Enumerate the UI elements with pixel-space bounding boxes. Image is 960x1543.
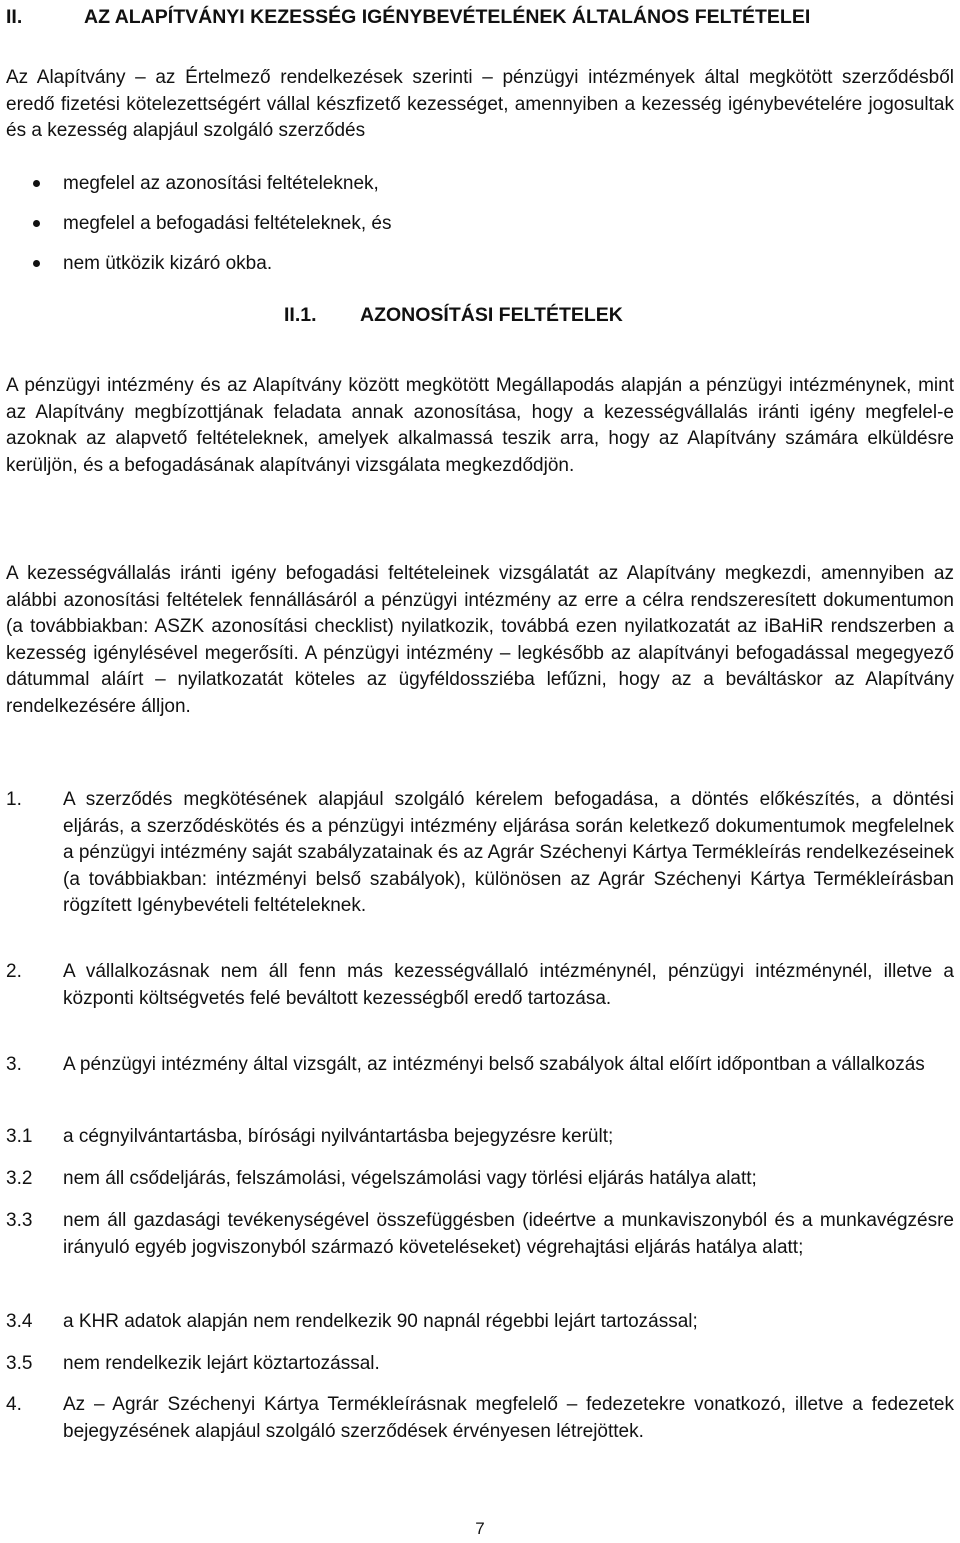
item-text: A vállalkozásnak nem áll fenn más kezességvállaló intézménynél, pénzügyi intézménynél, illetve a központi költségvetés felé beváltott kezességből eredő tartozása. [63, 961, 954, 1009]
list-item: megfelel a befogadási feltételeknek, és [6, 211, 954, 251]
bullet-icon [33, 180, 40, 187]
paragraph-1: A pénzügyi intézmény és az Alapítvány között megkötött Megállapodás alapján a pénzügyi intézménynek, mint az Alapítvány megbízottjának feladata annak azonosítása, hogy a kezességvállalás iránti igény megfelel-e azoknak az alapvető feltételeknek, amelyek alkalmassá teszik arra, hogy az Alapítvány számára elküldésre kerüljön, és a befogadásának alapítványi vizsgálata megkezdődjön. [6, 375, 954, 476]
bullet-list [6, 171, 954, 291]
list-item: megfelel az azonosítási feltételeknek, [6, 171, 954, 211]
numbered-item-1 [6, 787, 954, 920]
item-number: 3.3 [6, 1210, 33, 1231]
subsection-heading [284, 302, 623, 329]
numbered-item-3-1 [6, 1124, 954, 1151]
numbered-item-3-4 [6, 1309, 954, 1336]
item-number: 3.5 [6, 1353, 33, 1374]
item-number: 3.4 [6, 1311, 33, 1332]
item-number: 2. [6, 961, 22, 982]
item-text: a KHR adatok alapján nem rendelkezik 90 napnál régebbi lejárt tartozással; [63, 1311, 698, 1332]
item-number: 1. [6, 789, 22, 810]
item-text: nem áll csődeljárás, felszámolási, végelszámolási vagy törlési eljárás hatálya alatt; [63, 1168, 757, 1189]
section-number: II. [6, 6, 23, 28]
item-number: 3. [6, 1054, 22, 1075]
numbered-item-3-2 [6, 1166, 954, 1193]
item-number: 3.1 [6, 1126, 33, 1147]
page-number: 7 [475, 1519, 485, 1538]
numbered-item-3-5 [6, 1351, 954, 1378]
item-text: A szerződés megkötésének alapjául szolgáló kérelem befogadása, a döntés előkészítés, a döntési eljárás, a szerződéskötés és a pénzügyi intézmény eljárása során keletkező dokumentumok megfelelnek a pénzügyi intézmény saját szabályzatainak és az Agrár Széchenyi Kártya Termékleírás rendelkezéseinek (a továbbiakban: intézményi belső szabályok), különösen az Agrár Széchenyi Kártya Termékleírásban rögzített Igénybevételi feltételeknek. [63, 789, 955, 916]
section-title: AZ ALAPÍTVÁNYI KEZESSÉG IGÉNYBEVÉTELÉNEK ÁLTALÁNOS FELTÉTELEI [84, 6, 811, 28]
item-text: a cégnyilvántartásba, bírósági nyilvántartásba bejegyzésre került; [63, 1126, 614, 1147]
numbered-item-4 [6, 1392, 954, 1445]
section-heading [6, 4, 954, 31]
item-number: 3.2 [6, 1168, 33, 1189]
numbered-item-3 [6, 1052, 954, 1079]
subsection-title: AZONOSÍTÁSI FELTÉTELEK [360, 304, 623, 326]
item-text: nem áll gazdasági tevékenységével összefüggésben (ideértve a munkaviszonyból és a munkavégzésre irányuló egyéb jogviszonyból származó követeléseket) végrehajtási eljárás hatálya alatt; [63, 1210, 954, 1258]
subsection-number: II.1. [284, 304, 317, 326]
paragraph-2: A kezességvállalás iránti igény befogadási feltételeinek vizsgálatát az Alapítvány megkezdi, amennyiben az alábbi azonosítási feltételek fennállásáról a pénzügyi intézmény az erre a célra rendszeresített dokumentumon (a továbbiakban: ASZK azonosítási checklist) nyilatkozik, továbbá ezen nyilatkozatát az iBaHiR rendszerben a kezesség igénylésével megerősíti. A pénzügyi intézmény – legkésőbb az alapítványi befogadással megegyező dátummal aláírt – nyilatkozatát köteles az ügyféldossziéba lefűzni, hogy az a beváltáskor az Alapítvány rendelkezésére álljon. [6, 563, 954, 717]
item-text: Az – Agrár Széchenyi Kártya Termékleírásnak megfelelő – fedezetekre vonatkozó, illetve a fedezetek bejegyzésének alapjául szolgáló szerződések érvényesen létrejöttek. [63, 1394, 954, 1442]
intro-paragraph: Az Alapítvány – az Értelmező rendelkezések szerinti – pénzügyi intézmények által megkötött szerződésből eredő fizetési kötelezettségért vállal készfizető kezességet, amennyiben a kezesség igénybevételére jogosultak és a kezesség alapjául szolgáló szerződés [6, 67, 954, 141]
item-text: nem rendelkezik lejárt köztartozással. [63, 1353, 380, 1374]
numbered-item-3-3 [6, 1208, 954, 1261]
bullet-icon [33, 260, 40, 267]
list-item: nem ütközik kizáró okba. [6, 251, 954, 291]
item-number: 4. [6, 1394, 22, 1415]
bullet-icon [33, 220, 40, 227]
numbered-item-2 [6, 959, 954, 1012]
item-text: A pénzügyi intézmény által vizsgált, az intézményi belső szabályok által előírt időpontban a vállalkozás [63, 1054, 925, 1075]
